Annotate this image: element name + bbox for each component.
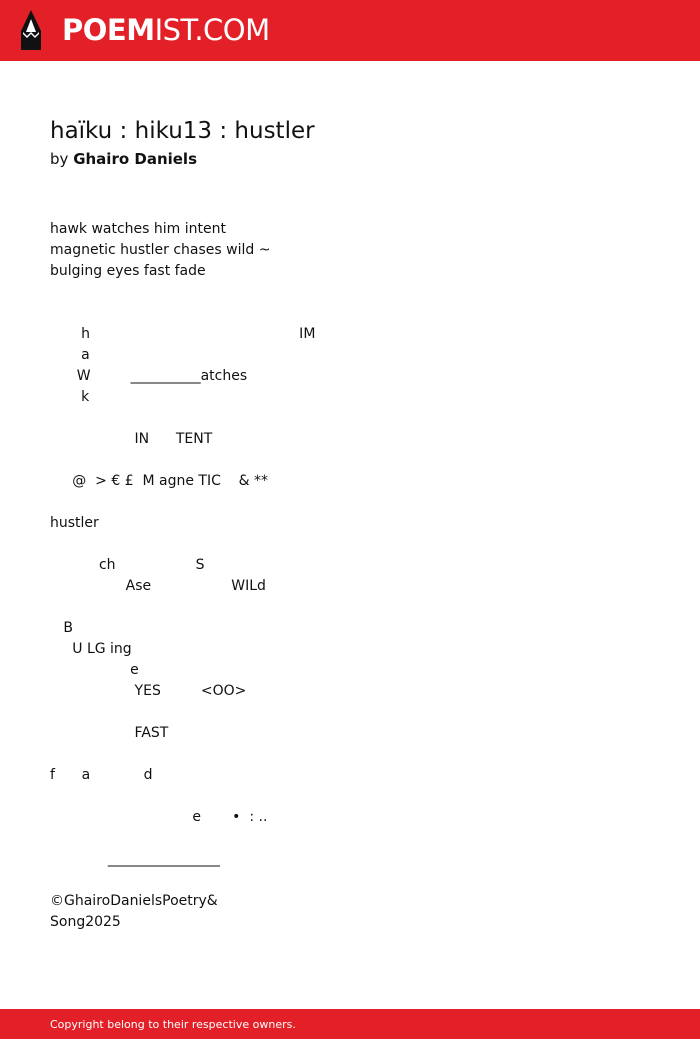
poem-line	[50, 450, 650, 471]
logo-text-light: IST.COM	[154, 13, 270, 47]
poem-line: YES <OO>	[50, 683, 247, 699]
poem-line: h IM	[50, 326, 316, 342]
poem-line: FAST	[50, 725, 169, 741]
poem-line: ________________	[50, 851, 220, 867]
poem-line: W __________atches	[50, 368, 248, 384]
poem-line: f a d	[50, 767, 153, 783]
site-footer	[0, 1009, 700, 1039]
poem-line: B	[50, 620, 73, 636]
poem-line	[50, 786, 650, 807]
poem-line: hawk watches him intent	[50, 221, 226, 237]
poem-line	[50, 408, 650, 429]
poem-line	[50, 702, 650, 723]
poem-line: bulging eyes fast fade	[50, 263, 206, 279]
poem-line	[50, 870, 650, 891]
poem-line: e • : ..	[50, 809, 268, 825]
poem-line: e	[50, 662, 139, 678]
poem-line	[50, 828, 650, 849]
byline	[50, 149, 197, 169]
author-name[interactable]: Ghairo Daniels	[73, 150, 198, 168]
poem-line: Ase WILd	[50, 578, 266, 594]
poem-line: magnetic hustler chases wild ~	[50, 242, 271, 258]
poem-line: hustler	[50, 515, 99, 531]
poem-line: Song2025	[50, 914, 121, 930]
poem-body	[50, 219, 650, 933]
poem-line: ch S	[50, 557, 205, 573]
poem-line	[50, 492, 650, 513]
poem-line	[50, 534, 650, 555]
poem-line: @ > € £ M agne TIC & **	[50, 473, 269, 489]
poem-line: a	[50, 347, 90, 363]
poem-line	[50, 597, 650, 618]
site-header	[0, 0, 700, 61]
poem-line: U LG ing	[50, 641, 132, 657]
poem-line	[50, 303, 650, 324]
footer-copyright: Copyright belong to their respective owners.	[50, 1018, 296, 1031]
poem-line: k	[50, 389, 90, 405]
poem-line	[50, 282, 650, 303]
poem-line: IN TENT	[50, 431, 213, 447]
site-logo[interactable]	[62, 13, 270, 47]
pencil-tip-icon[interactable]	[18, 9, 44, 51]
poem-line	[50, 744, 650, 765]
logo-text-bold: POEM	[62, 13, 155, 47]
poem-line: ©GhairoDanielsPoetry&	[50, 893, 218, 909]
by-label: by	[50, 150, 69, 168]
poem-title: haïku : hiku13 : hustler	[50, 118, 315, 144]
